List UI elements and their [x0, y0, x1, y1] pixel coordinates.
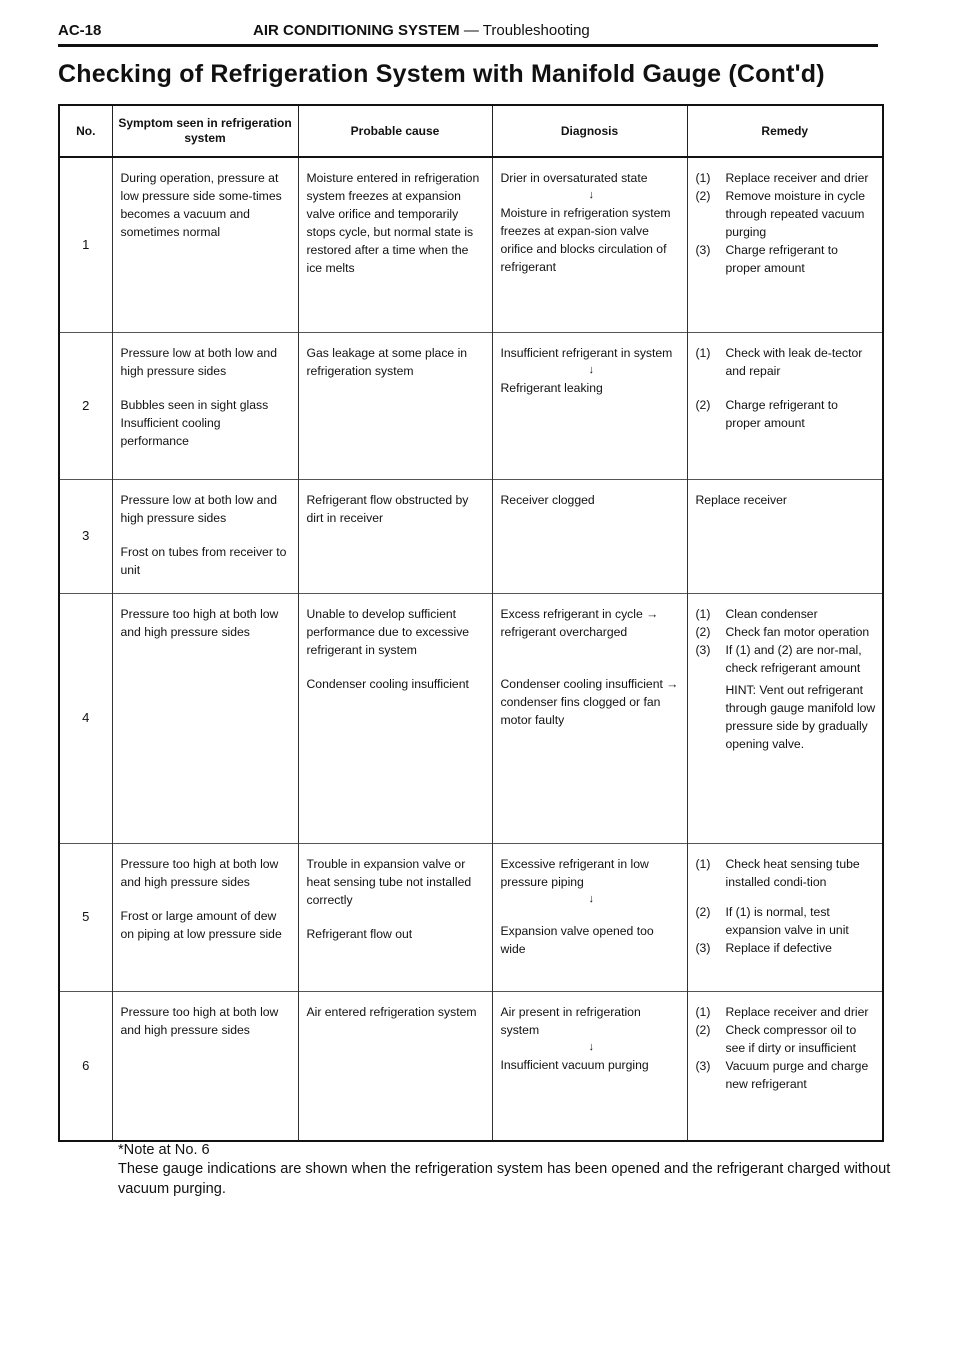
cause-text: Condenser cooling insufficient [306, 676, 469, 691]
troubleshooting-table [58, 104, 884, 1142]
column-header-cause: Probable cause [298, 105, 492, 157]
remedy-cell [687, 843, 883, 991]
remedy-step-text: Charge refrigerant to proper amount [725, 397, 838, 430]
diagnosis-cell [492, 479, 687, 593]
column-header-symptom: Symptom seen in refrigeration system [112, 105, 298, 157]
diagnosis-text: Insufficient refrigerant in system [500, 345, 673, 360]
symptom-text: Pressure low at both low and high pressure sides [120, 492, 277, 525]
remedy-cell [687, 157, 883, 332]
diagnosis-cell [492, 843, 687, 991]
remedy-text: Replace receiver [695, 492, 787, 507]
symptom-text: Frost or large amount of dew on piping at low pressure side [120, 908, 282, 941]
table-header-row [59, 105, 883, 157]
remedy-step-text: Replace receiver and drier [725, 171, 869, 185]
down-arrow-icon: ↓ [588, 363, 594, 376]
diagnosis-text: Refrigerant leaking [500, 380, 603, 395]
remedy-step-text: Check compressor oil to see if dirty or insufficient [725, 1022, 857, 1055]
symptom-text: Pressure low at both low and high pressure sides [120, 345, 277, 378]
remedy-cell [687, 991, 883, 1141]
remedy-step [696, 1021, 877, 1057]
cause-text: Moisture entered in refrigeration system freezes at expansion valve orifice and temporarily stops cycle, but normal state is restored after a time when the ice melts [306, 171, 480, 276]
row-number: 1 [59, 157, 112, 332]
cause-text: Trouble in expansion valve or heat sensing tube not installed correctly [306, 856, 472, 907]
remedy-step-text: Check with leak de-tector and repair [725, 345, 863, 378]
remedy-step-text: If (1) and (2) are nor-mal, check refrigerant amount [725, 642, 862, 675]
row-number: 6 [59, 991, 112, 1141]
column-header-remedy: Remedy [687, 105, 883, 157]
cause-cell [298, 157, 492, 332]
symptom-cell [112, 593, 298, 843]
running-title [253, 22, 590, 39]
diagnosis-text: Expansion valve opened too wide [500, 923, 654, 956]
cause-cell [298, 479, 492, 593]
remedy-step [696, 344, 877, 380]
symptom-text: During operation, pressure at low pressure side some-times becomes a vacuum and sometimes normal [120, 171, 282, 240]
diagnosis-text: Moisture in refrigeration system freezes at expan-sion valve orifice and blocks circulation of refrigerant [500, 206, 671, 275]
diagnosis-text: Receiver clogged [500, 492, 595, 507]
remedy-step-text: Clean condenser [725, 606, 818, 621]
symptom-cell [112, 157, 298, 332]
remedy-step [696, 605, 877, 623]
symptom-text: Frost on tubes from receiver to unit [120, 544, 287, 577]
footnote-heading: *Note at No. 6 [118, 1142, 210, 1158]
remedy-step-text: Replace if defective [725, 940, 832, 955]
diagnosis-text: Excess refrigerant in cycle → refrigerant overcharged [500, 606, 659, 639]
cause-cell [298, 843, 492, 991]
remedy-step-text: Check fan motor operation [725, 624, 870, 639]
remedy-step [696, 169, 877, 187]
diagnosis-text: Air present in refrigeration system [500, 1004, 641, 1037]
row-number: 4 [59, 593, 112, 843]
remedy-step [696, 623, 877, 641]
diagnosis-cell [492, 593, 687, 843]
table-row [59, 593, 883, 843]
diagnosis-text: Condenser cooling insufficient → condenser fins clogged or fan motor faulty [500, 676, 679, 727]
remedy-step [696, 187, 877, 241]
remedy-step-number: (3) [695, 940, 711, 955]
remedy-step-number: (2) [695, 189, 711, 204]
remedy-step-number: (2) [695, 397, 711, 412]
page-title: Checking of Refrigeration System with Manifold Gauge (Cont'd) [58, 60, 825, 88]
symptom-text: Pressure too high at both low and high pressure sides [120, 856, 279, 889]
remedy-step-number: (3) [695, 243, 711, 258]
symptom-text: Bubbles seen in sight glass [120, 397, 269, 412]
remedy-step-number: (3) [695, 642, 711, 657]
symptom-cell [112, 332, 298, 479]
remedy-step [696, 641, 877, 677]
symptom-text: Insufficient cooling performance [120, 415, 221, 448]
diagnosis-cell [492, 332, 687, 479]
remedy-step [696, 903, 877, 939]
table-row [59, 332, 883, 479]
symptom-cell [112, 843, 298, 991]
diagnosis-text: Excessive refrigerant in low pressure piping [500, 856, 649, 889]
symptom-cell [112, 479, 298, 593]
remedy-step-number: (2) [695, 624, 711, 639]
diagnosis-cell [492, 157, 687, 332]
cause-text: Refrigerant flow obstructed by dirt in receiver [306, 492, 469, 525]
subsection-title: — Troubleshooting [463, 22, 590, 39]
remedy-step [696, 1057, 877, 1093]
table-row [59, 157, 883, 332]
remedy-step-text: Remove moisture in cycle through repeated vacuum purging [725, 189, 866, 240]
remedy-step-number: (1) [695, 606, 711, 621]
footnote-text: These gauge indications are shown when the refrigeration system has been opened and the refrigerant charged without vacuum purging. [118, 1161, 891, 1197]
row-number: 2 [59, 332, 112, 479]
remedy-step [696, 939, 877, 957]
table-row [59, 843, 883, 991]
down-arrow-icon: ↓ [588, 1040, 594, 1053]
diagnosis-cell [492, 991, 687, 1141]
remedy-step-number: (1) [695, 856, 711, 871]
section-title: AIR CONDITIONING SYSTEM [253, 22, 460, 39]
remedy-step-number: (1) [695, 345, 711, 360]
diagnosis-text: Drier in oversaturated state [500, 171, 648, 185]
remedy-step-number: (2) [695, 904, 711, 919]
remedy-step-text: Check heat sensing tube installed condi-tion [725, 856, 860, 889]
footnote [118, 1141, 908, 1199]
diagnosis-text: Insufficient vacuum purging [500, 1057, 649, 1072]
table-row [59, 991, 883, 1141]
down-arrow-icon: ↓ [588, 189, 594, 202]
row-number: 5 [59, 843, 112, 991]
remedy-step [696, 855, 877, 891]
symptom-text: Pressure too high at both low and high pressure sides [120, 1004, 279, 1037]
remedy-step-number: (1) [695, 1004, 711, 1019]
remedy-step-text: Vacuum purge and charge new refrigerant [725, 1058, 869, 1091]
cause-cell [298, 991, 492, 1141]
remedy-step [696, 241, 877, 277]
symptom-text: Pressure too high at both low and high pressure sides [120, 606, 279, 639]
hint-text: HINT: Vent out refrigerant through gauge manifold low pressure side by gradually opening valve. [725, 682, 876, 751]
remedy-step-text: Replace receiver and drier [725, 1004, 869, 1019]
cause-text: Gas leakage at some place in refrigeration system [306, 345, 468, 378]
remedy-step-number: (1) [695, 171, 711, 185]
remedy-step-number: (3) [695, 1058, 711, 1073]
cause-cell [298, 332, 492, 479]
remedy-step [696, 396, 877, 432]
remedy-step-text: If (1) is normal, test expansion valve in unit [725, 904, 849, 937]
remedy-step [696, 1003, 877, 1021]
cause-text: Unable to develop sufficient performance due to excessive refrigerant in system [306, 606, 470, 657]
down-arrow-icon: ↓ [588, 892, 594, 905]
cause-text: Air entered refrigeration system [306, 1004, 477, 1019]
cause-cell [298, 593, 492, 843]
remedy-step-text: Charge refrigerant to proper amount [725, 243, 838, 276]
table-row [59, 479, 883, 593]
remedy-cell [687, 593, 883, 843]
remedy-step-number: (2) [695, 1022, 711, 1037]
remedy-cell [687, 479, 883, 593]
page-number: AC-18 [58, 22, 102, 39]
symptom-cell [112, 991, 298, 1141]
remedy-cell [687, 332, 883, 479]
page-header [58, 22, 878, 47]
cause-text: Refrigerant flow out [306, 926, 413, 941]
column-header-no: No. [59, 105, 112, 157]
column-header-diagnosis: Diagnosis [492, 105, 687, 157]
row-number: 3 [59, 479, 112, 593]
